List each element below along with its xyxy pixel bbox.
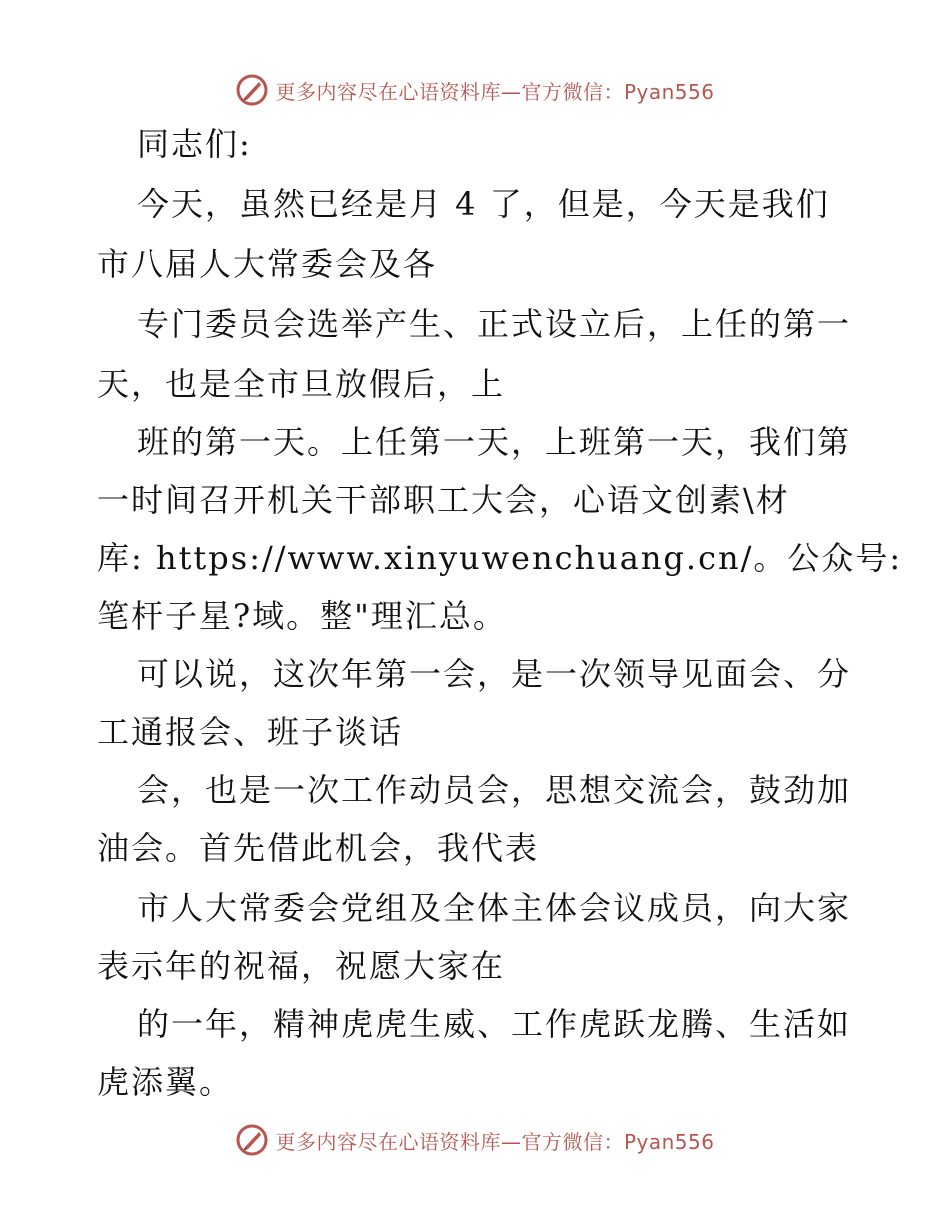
text-line: 今天，虽然已经是月 4 了，但是，今天是我们 — [137, 185, 830, 223]
text-line: 的一年，精神虎虎生威、工作虎跃龙腾、生活如 — [137, 1005, 852, 1043]
text-line: 专门委员会选举产生、正式设立后，上任的第一 — [137, 305, 852, 343]
text-line: 笔杆子星?域。整"理汇总。 — [97, 597, 507, 635]
text-line: 会，也是一次工作动员会，思想交流会，鼓劲加 — [137, 771, 852, 809]
text-line: 市人大常委会党组及全体主体会议成员，向大家 — [137, 889, 852, 927]
text-line: 油会。首先借此机会，我代表 — [97, 829, 540, 867]
quill-logo-icon — [235, 1123, 269, 1157]
header-watermark-banner — [0, 70, 950, 110]
text-line: 天，也是全市旦放假后，上 — [97, 365, 506, 403]
header-watermark-text: 更多内容尽在心语资料库—官方微信：Pyan556 — [275, 79, 715, 104]
quill-logo-icon — [235, 73, 269, 107]
text-line: 一时间召开机关干部职工大会，心语文创素\材 — [97, 481, 790, 519]
text-line: 库: https://www.xinyuwenchuang.cn/。公众号: — [97, 539, 903, 577]
text-line: 可以说，这次年第一会，是一次领导见面会、分 — [137, 655, 852, 693]
text-line: 工通报会、班子谈话 — [97, 713, 404, 751]
footer-watermark-banner — [0, 1120, 950, 1160]
text-line: 市八届人大常委会及各 — [97, 245, 438, 283]
text-line: 表示年的祝福，祝愿大家在 — [97, 947, 506, 985]
footer-watermark-text: 更多内容尽在心语资料库—官方微信：Pyan556 — [275, 1129, 715, 1154]
text-line: 同志们: — [137, 125, 252, 163]
text-line: 虎添翼。 — [97, 1063, 234, 1101]
text-line: 班的第一天。上任第一天，上班第一天，我们第 — [137, 423, 852, 461]
